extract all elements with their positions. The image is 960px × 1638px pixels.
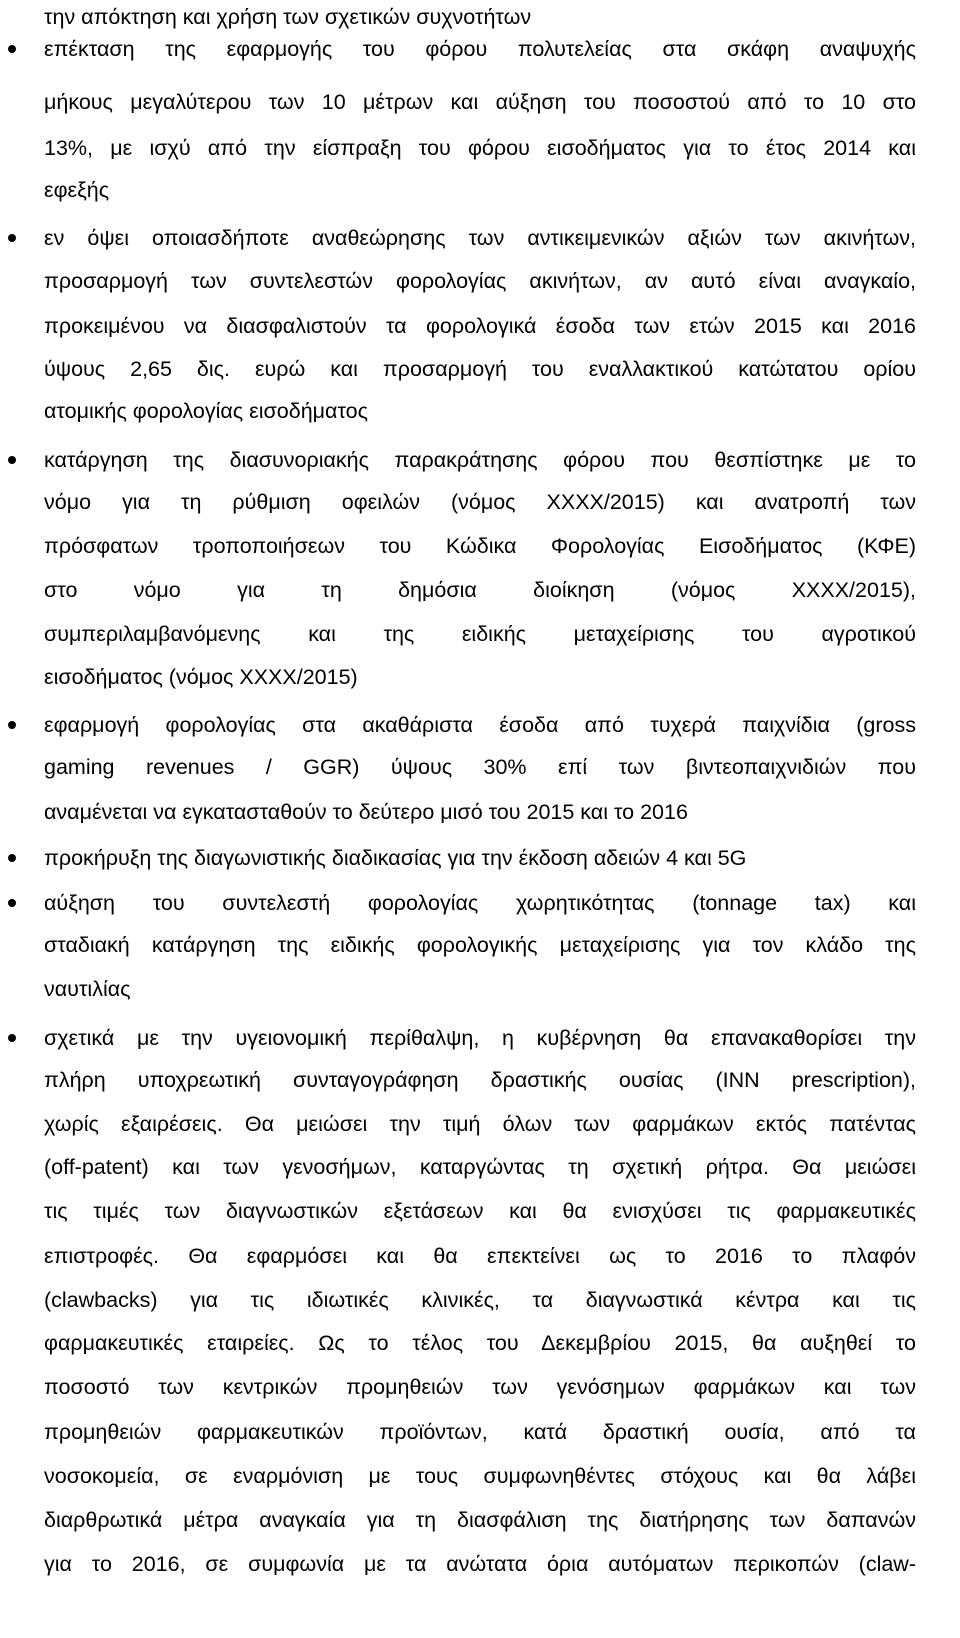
bullet-2-line: ύψους 2,65 δις. ευρώ και προσαρμογή του εναλλακτικού κατώτατου ορίου xyxy=(44,357,916,381)
bullet-3-line: εισοδήματος (νόμος ΧΧΧΧ/2015) xyxy=(44,665,358,689)
bullet-7-line: για το 2016, σε συμφωνία με τα ανώτατα όρια αυτόματων περικοπών (claw- xyxy=(44,1552,916,1576)
bullet-icon xyxy=(8,854,16,862)
bullet-2-line: προκειμένου να διασφαλιστούν τα φορολογικά έσοδα των ετών 2015 και 2016 xyxy=(44,314,916,338)
bullet-6-line: ναυτιλίας xyxy=(44,977,131,1001)
bullet-7-line: νοσοκομεία, σε εναρμόνιση με τους συμφωνηθέντες στόχους και θα λάβει xyxy=(44,1464,916,1488)
bullet-7-line: (off-patent) και των γενοσήμων, καταργώντας τη σχετική ρήτρα. Θα μειώσει xyxy=(44,1155,916,1179)
bullet-4-line: gaming revenues / GGR) ύψους 30% επί των βιντεοπαιχνιδιών που xyxy=(44,755,916,779)
bullet-7-line: τις τιμές των διαγνωστικών εξετάσεων και θα ενισχύσει τις φαρμακευτικές xyxy=(44,1199,916,1223)
bullet-6-line: σταδιακή κατάργηση της ειδικής φορολογικής μεταχείρισης για τον κλάδο της xyxy=(44,933,916,957)
bullet-6-line: αύξηση του συντελεστή φορολογίας χωρητικότητας (tonnage tax) και xyxy=(44,891,916,915)
bullet-3-line: συμπεριλαμβανόμενης και της ειδικής μεταχείρισης του αγροτικού xyxy=(44,622,916,646)
bullet-7-line: διαρθρωτικά μέτρα αναγκαία για τη διασφάλιση της διατήρησης των δαπανών xyxy=(44,1508,916,1532)
bullet-icon xyxy=(8,234,16,242)
bullet-7-line: χωρίς εξαιρέσεις. Θα μειώσει την τιμή όλων των φαρμάκων εκτός πατέντας xyxy=(44,1112,916,1136)
bullet-1-line: επέκταση της εφαρμογής του φόρου πολυτελείας στα σκάφη αναψυχής xyxy=(44,37,916,61)
bullet-1-line: μήκους μεγαλύτερου των 10 μέτρων και αύξηση του ποσοστού από το 10 στο xyxy=(44,90,916,114)
bullet-icon xyxy=(8,899,16,907)
bullet-7-line: φαρμακευτικές εταιρείες. Ως το τέλος του Δεκεμβρίου 2015, θα αυξηθεί το xyxy=(44,1331,916,1355)
bullet-3-line: πρόσφατων τροποποιήσεων του Κώδικα Φορολογίας Εισοδήματος (ΚΦΕ) xyxy=(44,534,916,558)
bullet-7-line: σχετικά με την υγειονομική περίθαλψη, η κυβέρνηση θα επανακαθορίσει την xyxy=(44,1026,916,1050)
bullet-2-line: προσαρμογή των συντελεστών φορολογίας ακινήτων, αν αυτό είναι αναγκαίο, xyxy=(44,269,916,293)
bullet-3-line: νόμο για τη ρύθμιση οφειλών (νόμος ΧΧΧΧ/2015) και ανατροπή των xyxy=(44,490,916,514)
bullet-icon xyxy=(8,45,16,53)
bullet-icon xyxy=(8,1034,16,1042)
bullet-7-line: πλήρη υποχρεωτική συνταγογράφηση δραστικής ουσίας (INN prescription), xyxy=(44,1068,916,1092)
bullet-1-line: εφεξής xyxy=(44,178,110,202)
bullet-7-line: (clawbacks) για τις ιδιωτικές κλινικές, τα διαγνωστικά κέντρα και τις xyxy=(44,1288,916,1312)
bullet-7-line: προμηθειών φαρμακευτικών προϊόντων, κατά δραστική ουσία, από τα xyxy=(44,1420,916,1444)
bullet-2-line: ατομικής φορολογίας εισοδήματος xyxy=(44,399,368,423)
bullet-3-line: στο νόμο για τη δημόσια διοίκηση (νόμος ΧΧΧΧ/2015), xyxy=(44,578,916,602)
bullet-2-line: εν όψει οποιασδήποτε αναθεώρησης των αντικειμενικών αξιών των ακινήτων, xyxy=(44,226,916,250)
bullet-3-line: κατάργηση της διασυνοριακής παρακράτησης φόρου που θεσπίστηκε με το xyxy=(44,448,916,472)
bullet-1-line: 13%, με ισχύ από την είσπραξη του φόρου εισοδήματος για το έτος 2014 και xyxy=(44,136,916,160)
intro-line: την απόκτηση και χρήση των σχετικών συχνοτήτων xyxy=(44,5,532,29)
bullet-5-line: προκήρυξη της διαγωνιστικής διαδικασίας για την έκδοση αδειών 4 και 5G xyxy=(44,846,747,870)
bullet-7-line: ποσοστό των κεντρικών προμηθειών των γενόσημων φαρμάκων και των xyxy=(44,1375,916,1399)
bullet-4-line: αναμένεται να εγκατασταθούν το δεύτερο μισό του 2015 και το 2016 xyxy=(44,800,688,824)
bullet-7-line: επιστροφές. Θα εφαρμόσει και θα επεκτείνει ως το 2016 το πλαφόν xyxy=(44,1244,916,1268)
bullet-icon xyxy=(8,721,16,729)
bullet-icon xyxy=(8,456,16,464)
bullet-4-line: εφαρμογή φορολογίας στα ακαθάριστα έσοδα από τυχερά παιχνίδια (gross xyxy=(44,713,916,737)
